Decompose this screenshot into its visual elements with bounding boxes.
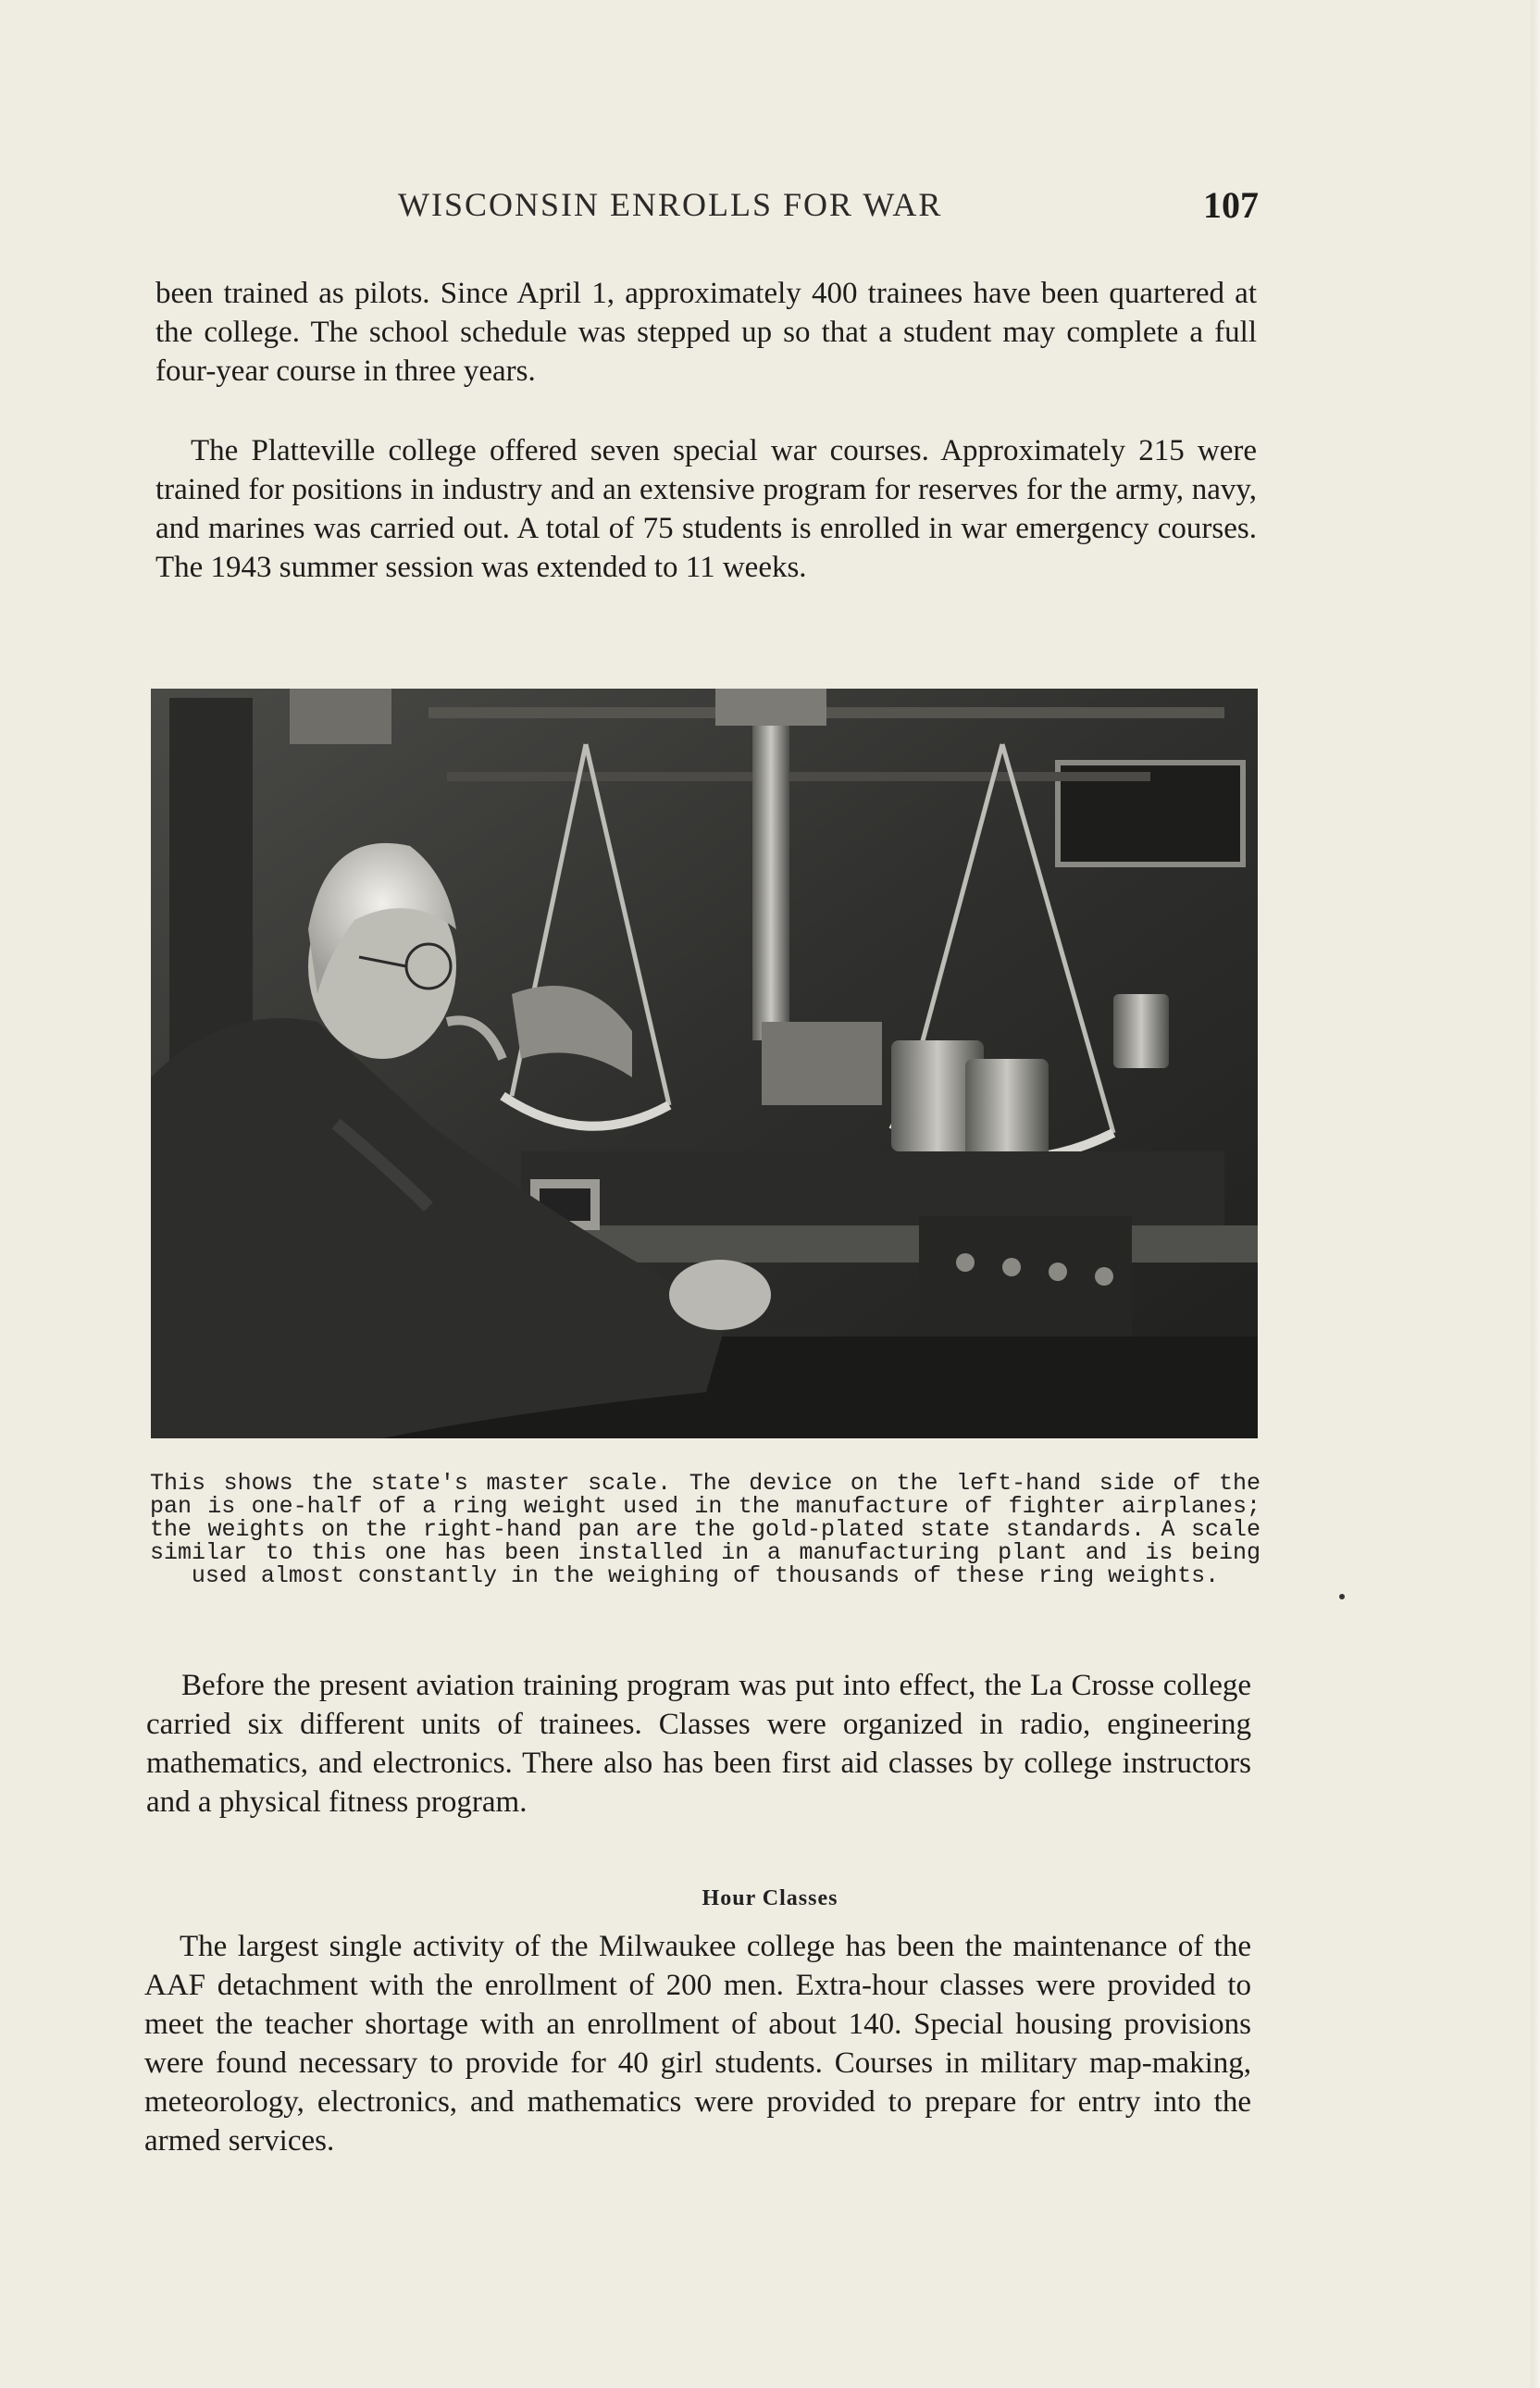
paragraph-4: The largest single activity of the Milwaukee college has been the maintenance of the AAF detachment with the enrollment of 200 men. Extra-hour classes were provided to meet the teacher shortage with an enrollment of about 140. Special housing provisions were found necessary to provide for 40 girl students. Courses in military map-making, meteorology, electronics, and mathematics were provided to prepare for entry into the armed services. xyxy=(144,1930,1251,2158)
page-edge xyxy=(1531,0,1540,2388)
page-number: 107 xyxy=(1203,184,1259,226)
paragraph-2: The Platteville college offered seven special war courses. Approximately 215 were trained for positions in industry and an extensive program for reserves for the army, navy, and marines was carried out. A total of 75 students is enrolled in war emergency courses. The 1943 summer session was extended to 11 weeks. xyxy=(155,434,1257,584)
figure-caption: This shows the state's master scale. The device on the left-hand side of the pan is one-half of a ring weight used in the manufacture of fighter airplanes; the weights on the right-hand pan are the gold-plated state standards. A scale similar to this one has been installed in a manufacturing plant and is being used almost constantly in the weighing of thousands of these ring weights. xyxy=(150,1470,1261,1589)
paragraph-1: been trained as pilots. Since April 1, approximately 400 trainees have been quartered at the college. The school schedule was stepped up so that a student may complete a full four-year course in three years. xyxy=(155,277,1257,388)
running-title: WISCONSIN ENROLLS FOR WAR xyxy=(398,186,943,223)
section-heading: Hour Classes xyxy=(702,1886,838,1910)
master-scale-photo xyxy=(151,689,1258,1438)
running-head xyxy=(148,185,1259,231)
paragraph-3: Before the present aviation training program was put into effect, the La Crosse college carried six different units of trainees. Classes were organized in radio, engineering mathematics, and electronics. There also has been first aid classes by college instructors and a physical fitness program. xyxy=(146,1669,1251,1819)
stray-dot xyxy=(1339,1594,1345,1599)
